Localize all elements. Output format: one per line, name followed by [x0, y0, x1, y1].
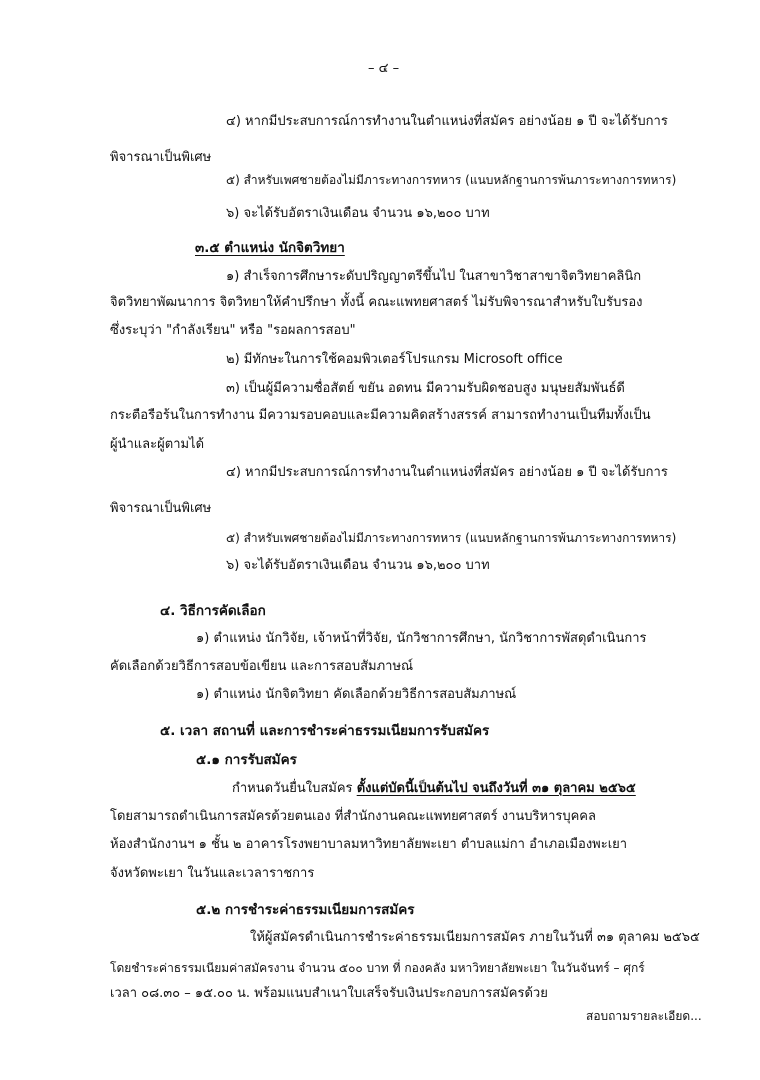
- section-5-1-heading: ๕.๑ การรับสมัคร: [196, 752, 297, 768]
- section-5-heading: ๕. เวลา สถานที่ และการชำระค่าธรรมเนียมการรับสมัคร: [160, 723, 490, 739]
- s35-item5: ๕) สำหรับเพศชายต้องไม่มีภาระทางการทหาร (แนบหลักฐานการพ้นภาระทางการทหาร): [226, 531, 677, 545]
- s35-item4-line2: พิจารณาเป็นพิเศษ: [110, 501, 212, 516]
- s35-item2: ๒) มีทักษะในการใช้คอมพิวเตอร์โปรแกรม Microsoft office: [226, 352, 563, 367]
- s35-item3-line1: ๓) เป็นผู้มีความซื่อสัตย์ ขยัน อดทน มีความรับผิดชอบสูง มนุษยสัมพันธ์ดี: [226, 381, 625, 396]
- s35-item1-line2: จิตวิทยาพัฒนาการ จิตวิทยาให้คำปรึกษา ทั้งนี้ คณะแพทยศาสตร์ ไม่รับพิจารณาสำหรับใบรับรอง: [110, 295, 643, 310]
- s51-line1-prefix: กำหนดวันยื่นใบสมัคร: [232, 781, 357, 796]
- s51-line2: โดยสามารถดำเนินการสมัครด้วยตนเอง ที่สำนักงานคณะแพทยศาสตร์ งานบริหารบุคคล: [110, 809, 596, 824]
- section-4-heading: ๔. วิธีการคัดเลือก: [160, 603, 266, 619]
- s4-item2: ๑) ตำแหน่ง นักจิตวิทยา คัดเลือกด้วยวิธีการสอบสัมภาษณ์: [196, 687, 517, 702]
- section-3-5-heading: ๓.๕ ตำแหน่ง นักจิตวิทยา: [195, 240, 345, 256]
- s35-item3-line2: กระตือรือร้นในการทำงาน มีความรอบคอบและมีความคิดสร้างสรรค์ สามารถทำงานเป็นทีมทั้งเป็น: [110, 408, 651, 423]
- item5: ๕) สำหรับเพศชายต้องไม่มีภาระทางการทหาร (แนบหลักฐานการพ้นภาระทางการทหาร): [226, 173, 677, 187]
- s51-line1: [232, 782, 636, 795]
- s35-item6: ๖) จะได้รับอัตราเงินเดือน จำนวน ๑๖,๒๐๐ บาท: [226, 558, 490, 573]
- s52-line2: โดยชำระค่าธรรมเนียมค่าสมัครงาน จำนวน ๕๐๐ บาท ที่ กองคลัง มหาวิทยาลัยพะเยา ในวันจันทร์ – ศุกร์: [110, 961, 645, 975]
- item4-line2: พิจารณาเป็นพิเศษ: [110, 150, 212, 165]
- section-5-2-heading: ๕.๒ การชำระค่าธรรมเนียมการสมัคร: [196, 902, 415, 918]
- s51-line3: ห้องสำนักงานฯ ๑ ชั้น ๒ อาคารโรงพยาบาลมหาวิทยาลัยพะเยา ตำบลแม่กา อำเภอเมืองพะเยา: [110, 837, 628, 852]
- s51-deadline-emphasis: ตั้งแต่บัดนี้เป็นต้นไป จนถึงวันที่ ๓๑ ตุลาคม ๒๕๖๕: [356, 781, 636, 796]
- s4-item1-line1: ๑) ตำแหน่ง นักวิจัย, เจ้าหน้าที่วิจัย, นักวิชาการศึกษา, นักวิชาการพัสดุดำเนินการ: [196, 631, 647, 646]
- item6: ๖) จะได้รับอัตราเงินเดือน จำนวน ๑๖,๒๐๐ บาท: [226, 206, 490, 221]
- s52-line1: ให้ผู้สมัครดำเนินการชำระค่าธรรมเนียมการสมัคร ภายในวันที่ ๓๑ ตุลาคม ๒๕๖๕: [250, 930, 700, 945]
- continued-note: สอบถามรายละเอียด...: [586, 1009, 702, 1023]
- s35-item1-line3: ซึ่งระบุว่า "กำลังเรียน" หรือ "รอผลการสอบ": [110, 323, 356, 338]
- s35-item3-line3: ผู้นำและผู้ตามได้: [110, 437, 205, 452]
- s52-line3: เวลา ๐๘.๓๐ – ๑๕.๐๐ น. พร้อมแนบสำเนาใบเสร็จรับเงินประกอบการสมัครด้วย: [110, 986, 548, 1001]
- s51-line4: จังหวัดพะเยา ในวันและเวลาราชการ: [110, 866, 315, 881]
- s35-item4-line1: ๔) หากมีประสบการณ์การทำงานในตำแหน่งที่สมัคร อย่างน้อย ๑ ปี จะได้รับการ: [226, 465, 668, 480]
- s4-item1-line2: คัดเลือกด้วยวิธีการสอบข้อเขียน และการสอบสัมภาษณ์: [110, 659, 414, 674]
- item4-line1: ๔) หากมีประสบการณ์การทำงานในตำแหน่งที่สมัคร อย่างน้อย ๑ ปี จะได้รับการ: [226, 114, 668, 129]
- page-number: – ๔ –: [368, 61, 400, 76]
- s35-item1-line1: ๑) สำเร็จการศึกษาระดับปริญญาตรีขึ้นไป ในสาขาวิชาสาขาจิตวิทยาคลินิก: [226, 269, 642, 284]
